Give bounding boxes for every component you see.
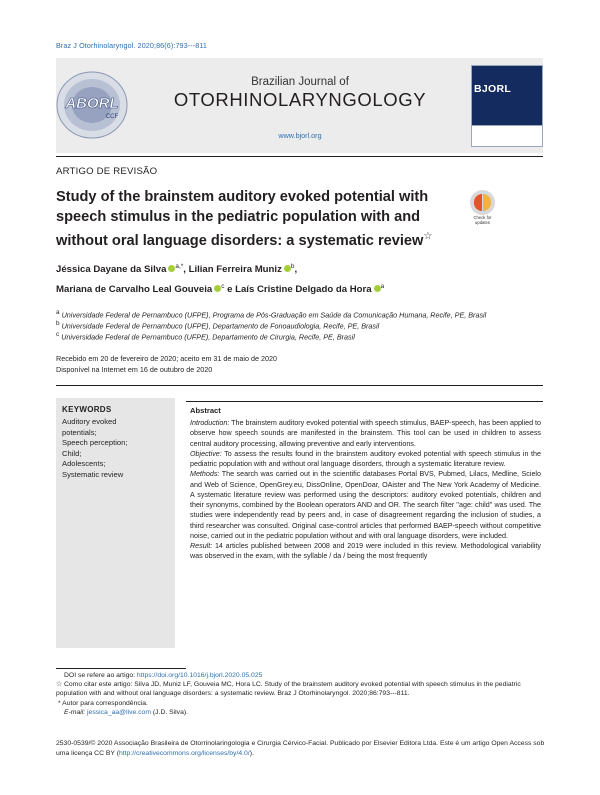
abstract-introduction xyxy=(190,418,541,449)
doi-link[interactable]: https://doi.org/10.1016/j.bjorl.2020.05.025 xyxy=(136,672,263,679)
copyright-text: 2530-0539/© 2020 Associação Brasileira de Otorrinolaringologia e Cirurgia Cérvico-Facial. Publicado por Elsevier Editora Ltda. Este é um artigo Open Access sob uma licença CC BY ( xyxy=(56,740,545,757)
abstract-objective-text: To assess the results found in the brainstem auditory evoked potential with speech stimulus in the pediatric population with and without oral language disorders, through a systematic literature review. xyxy=(190,449,541,468)
citation-footnote xyxy=(56,680,546,698)
keywords-heading: KEYWORDS xyxy=(62,405,112,414)
online-date: Disponível na Internet em 16 de outubro de 2020 xyxy=(56,365,213,374)
corresponding-mark: * xyxy=(58,700,61,707)
abstract-introduction-label: Introduction: xyxy=(190,419,230,427)
keyword-item: Systematic review xyxy=(62,469,124,479)
check-updates-line1: Check for xyxy=(473,215,492,220)
keyword-item: Auditory evoked xyxy=(62,417,117,426)
abstract-objective-label: Objective: xyxy=(190,449,222,458)
author-separator: , xyxy=(294,264,298,276)
title-footnote-mark: ☆ xyxy=(423,231,433,242)
keyword-item: Adolescents; xyxy=(62,459,106,468)
abstract-body xyxy=(190,418,541,562)
author-name: Lilian Ferreira Muniz xyxy=(188,264,282,276)
affiliation-text: Universidade Federal de Pernambuco (UFPE), Departamento de Cirurgia, Recife, PE, Brasil xyxy=(61,332,355,342)
citation-footnote-mark: ☆ xyxy=(56,681,63,688)
abstract-top-rule xyxy=(56,385,543,386)
section-label: ARTIGO DE REVISÃO xyxy=(56,166,158,177)
journal-url[interactable]: www.bjorl.org xyxy=(278,131,322,140)
author-name: Jéssica Dayane da Silva xyxy=(56,264,167,276)
doi-footnote xyxy=(64,671,554,680)
orcid-icon[interactable] xyxy=(284,265,291,272)
author-affiliation-mark: a,* xyxy=(175,263,184,270)
check-updates-line2: updates xyxy=(475,219,490,225)
article-title-text: Study of the brainstem auditory evoked potential with speech stimulus in the pediatric population with and without oral language disorders: a systematic review xyxy=(56,189,429,249)
aborl-logo-text: ABORL xyxy=(65,95,119,112)
author-affiliation-mark: b xyxy=(290,263,295,270)
affiliation-mark: c xyxy=(56,331,60,338)
affiliation-text: Universidade Federal de Pernambuco (UFPE), Departamento de Fonoaudiologia, Recife, PE, Brasil xyxy=(61,321,380,331)
author-name: Laís Cristine Delgado da Hora xyxy=(235,284,372,296)
abstract-result xyxy=(190,541,541,562)
author-name: Mariana de Carvalho Leal Gouveia xyxy=(56,284,213,296)
author-separator: , xyxy=(183,264,189,276)
abstract-objective xyxy=(190,449,541,470)
keyword-item: Child; xyxy=(62,448,82,458)
affiliation xyxy=(56,309,556,319)
journal-name: Brazilian Journal of xyxy=(251,76,349,88)
keyword-item: potentials; xyxy=(62,427,97,437)
abstract-heading: Abstract xyxy=(190,406,221,415)
copyright-suffix: ). xyxy=(249,749,254,757)
received-accepted-dates: Recebido em 20 de fevereiro de 2020; aceito em 31 de maio de 2020 xyxy=(56,354,277,363)
doi-label: DOI se refere ao artigo: xyxy=(64,672,137,679)
abstract-rule xyxy=(186,401,543,402)
abstract-result-label: Result: xyxy=(190,542,213,550)
author-list xyxy=(56,258,546,298)
abstract-methods xyxy=(190,469,541,541)
corresponding-footnote xyxy=(58,699,548,708)
email-footnote xyxy=(64,708,554,717)
copyright-notice xyxy=(56,739,546,758)
email-suffix: (J.D. Silva). xyxy=(151,709,189,716)
journal-cover-logo: BJORL xyxy=(474,83,512,95)
affiliation-mark: b xyxy=(56,320,60,327)
email-link[interactable]: jessica_aa@live.com xyxy=(87,709,151,716)
author-affiliation-mark: a xyxy=(380,283,385,291)
aborl-logo-subtext: CCF xyxy=(105,114,119,120)
journal-cover-strip xyxy=(471,125,543,147)
orcid-icon[interactable] xyxy=(374,285,381,292)
abstract-result-text: 14 articles published between 2008 and 2019 were included in this review. Methodological variability was observed in the exam, with the syllable / da / being the most frequently xyxy=(190,542,541,561)
abstract-methods-label: Methods: xyxy=(190,470,220,479)
journal-citation: Braz J Otorhinolaryngol. 2020;86(6):793---811 xyxy=(56,41,207,50)
header-rule xyxy=(56,156,543,157)
email-label: E-mail: xyxy=(64,709,88,716)
journal-title: OTORHINOLARYNGOLOGY xyxy=(173,89,427,110)
aborl-logo xyxy=(56,71,128,139)
abstract-introduction-text: The brainstem auditory evoked potential with speech stimulus, BAEP-speech, has been applied to observe how speech sounds are manifested in the brainstem. This tool can be used in children to assess central auditory processing, allowing preventive and early interventions. xyxy=(190,419,541,448)
keyword-item: Speech perception; xyxy=(62,438,128,447)
abstract-methods-text: The search was carried out in the scientific databases Portal BVS, Pubmed, Lilacs, Medline, Scielo and Web of Science, OpenGrey.eu, DissOnline, OpenDoar, OAister and The New York Academy of Medicine. A systematic literature review was performed using the descriptors: auditory evoked potentials, children and their synonyms, combined by the Boolean operators AND and OR. The search filter ''age: child'' was used. The studies were independently read by peers and, in case of disagreement regarding the inclusion of studies, a third researcher was consulted. Original case-control articles that performed BAEP-speech without competitive noise, carried out in the pediatric population without and with oral language disorders, were included. xyxy=(190,470,541,540)
citation-footnote-text: Como citar este artigo: Silva JD, Muniz LF, Gouveia MC, Hora LC. Study of the brainstem auditory evoked potential with speech stimulus in the pediatric population with and without oral language disorders: a systematic review. Braz J Otorhinolaryngol. 2020;86:793---811. xyxy=(56,681,521,697)
affiliation-mark: a xyxy=(56,309,60,316)
check-for-updates-badge[interactable] xyxy=(470,190,495,224)
affiliation xyxy=(56,331,556,341)
author-separator: e xyxy=(224,284,236,296)
article-title xyxy=(56,187,446,251)
affiliation xyxy=(56,320,556,330)
license-link[interactable]: http://creativecommons.org/licenses/by/4.0/ xyxy=(118,749,250,757)
corresponding-text: Autor para correspondência. xyxy=(62,700,148,707)
footnote-rule xyxy=(56,668,186,669)
author-affiliation-mark: c xyxy=(221,283,225,291)
affiliation-text: Universidade Federal de Pernambuco (UFPE), Programa de Pós-Graduação em Saúde da Comunicação Humana, Recife, PE, Brasil xyxy=(61,310,487,320)
